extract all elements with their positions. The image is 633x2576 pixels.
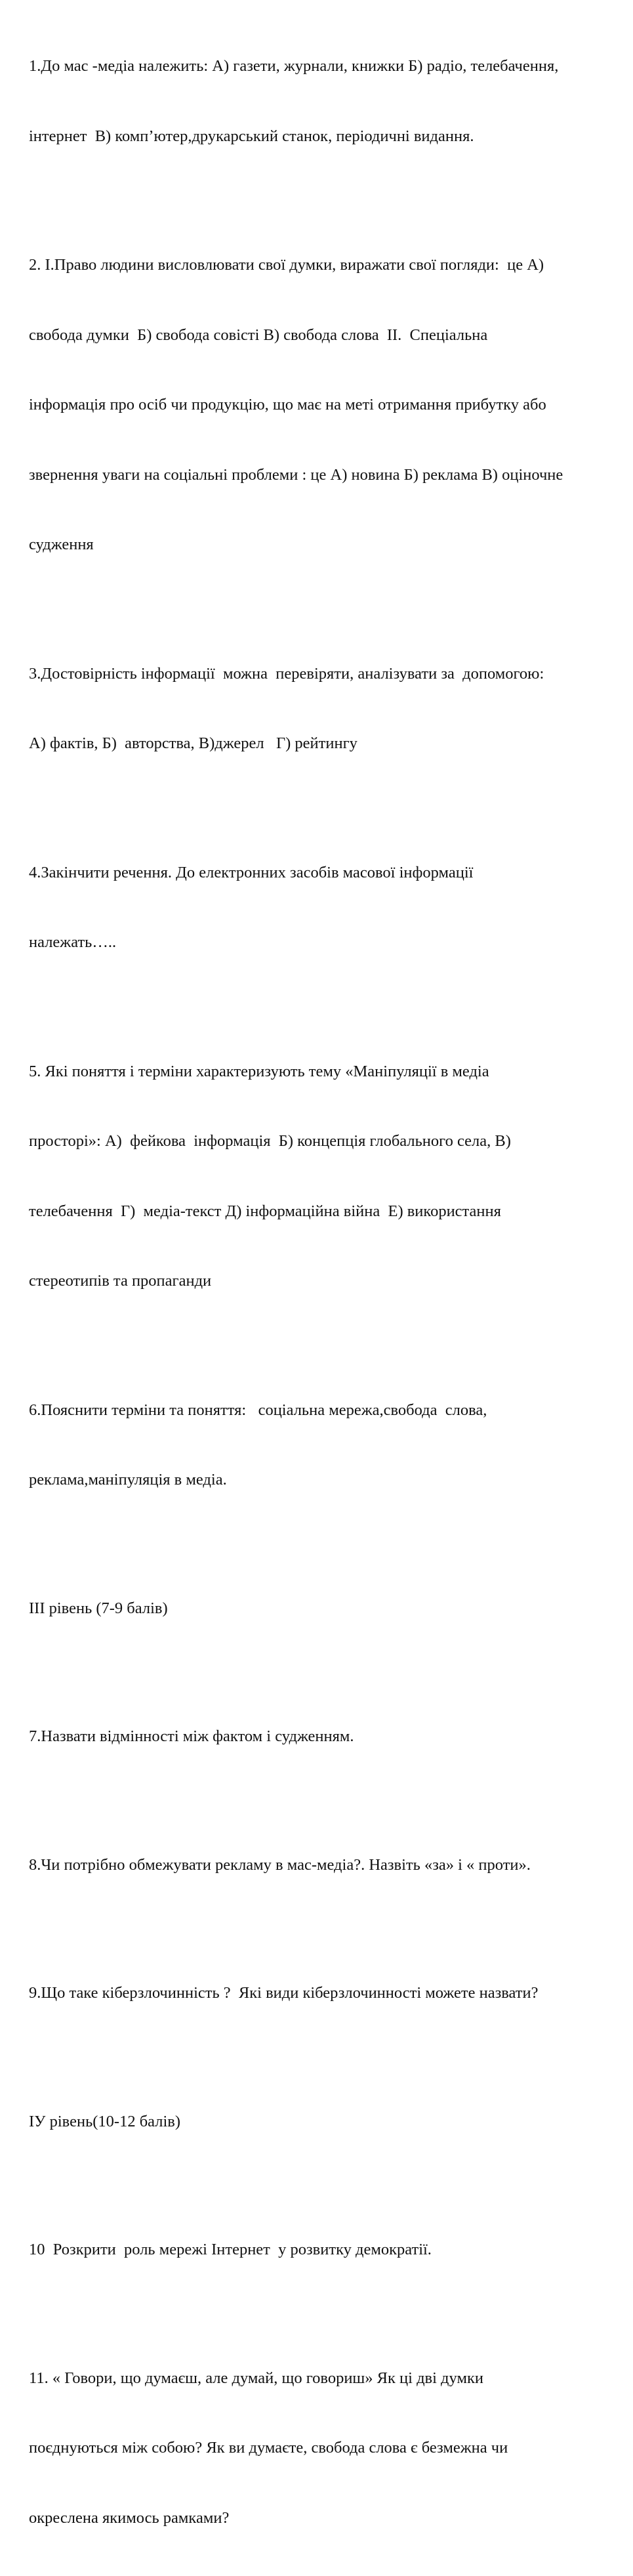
- question-10-line-1: 10 Розкрити роль мережі Інтернет у розвитку демократії.: [29, 2238, 626, 2262]
- level-3-heading-text: ІІІ рівень (7-9 балів): [29, 1597, 626, 1620]
- question-4: [29, 814, 626, 1001]
- question-6-line-2: реклама,маніпуляція в медіа.: [29, 1468, 626, 1492]
- question-3: [29, 616, 626, 802]
- question-4-line-2: належать…..: [29, 931, 626, 954]
- question-9: [29, 1935, 626, 2052]
- question-2-line-4: звернення уваги на соціальні проблеми : це А) новина Б) реклама В) оціночне: [29, 463, 626, 487]
- question-1-line-1: 1.До мас -медіа належить: А) газети, журнали, книжки Б) радіо, телебачення,: [29, 54, 626, 78]
- question-2-line-5: судження: [29, 533, 626, 557]
- question-9-line-1: 9.Що таке кіберзлочинність ? Які види кіберзлочинності можете назвати?: [29, 1981, 626, 2005]
- level-4-heading-text: ІУ рівень(10-12 балів): [29, 2110, 626, 2134]
- question-5: [29, 1013, 626, 1340]
- level-3-heading: [29, 1550, 626, 1667]
- question-8-line-1: 8.Чи потрібно обмежувати рекламу в мас-медіа?. Назвіть «за» і « проти».: [29, 1853, 626, 1877]
- question-3-line-2: А) фактів, Б) авторства, В)джерел Г) рейтингу: [29, 732, 626, 755]
- question-2: [29, 207, 626, 603]
- question-6-line-1: 6.Пояснити терміни та поняття: соціальна мережа,свобода слова,: [29, 1399, 626, 1422]
- question-3-line-1: 3.Достовірність інформації можна перевіряти, аналізувати за допомогою:: [29, 662, 626, 686]
- question-10: [29, 2191, 626, 2308]
- question-11-line-3: окреслена якимось рамками?: [29, 2506, 626, 2530]
- question-8: [29, 1807, 626, 1924]
- question-7-line-1: 7.Назвати відмінності між фактом і судженням.: [29, 1725, 626, 1748]
- level-4-heading: [29, 2063, 626, 2180]
- question-1: [29, 8, 626, 194]
- question-5-line-2: просторі»: А) фейкова інформація Б) концепція глобального села, В): [29, 1130, 626, 1153]
- question-5-line-3: телебачення Г) медіа-текст Д) інформаційна війна Е) використання: [29, 1200, 626, 1223]
- question-1-line-2: інтернет В) комп’ютер,друкарський станок, періодичні видання.: [29, 125, 626, 148]
- document-page: [29, 8, 626, 2576]
- question-7: [29, 1678, 626, 1795]
- question-2-line-2: свобода думки Б) свобода совісті В) свобода слова ІІ. Спеціальна: [29, 324, 626, 347]
- question-11-line-2: поєднуються між собою? Як ви думаєте, свобода слова є безмежна чи: [29, 2436, 626, 2460]
- question-5-line-4: стереотипів та пропаганди: [29, 1269, 626, 1293]
- question-11-line-1: 11. « Говори, що думаєш, але думай, що говориш» Як ці дві думки: [29, 2367, 626, 2390]
- question-11: [29, 2320, 626, 2576]
- question-5-line-1: 5. Які поняття і терміни характеризують тему «Маніпуляції в медіа: [29, 1060, 626, 1084]
- question-4-line-1: 4.Закінчити речення. До електронних засобів масової інформації: [29, 861, 626, 885]
- question-2-line-1: 2. І.Право людини висловлювати свої думки, виражати свої погляди: це А): [29, 253, 626, 277]
- question-6: [29, 1352, 626, 1538]
- question-2-line-3: інформація про осіб чи продукцію, що має на меті отримання прибутку або: [29, 393, 626, 417]
